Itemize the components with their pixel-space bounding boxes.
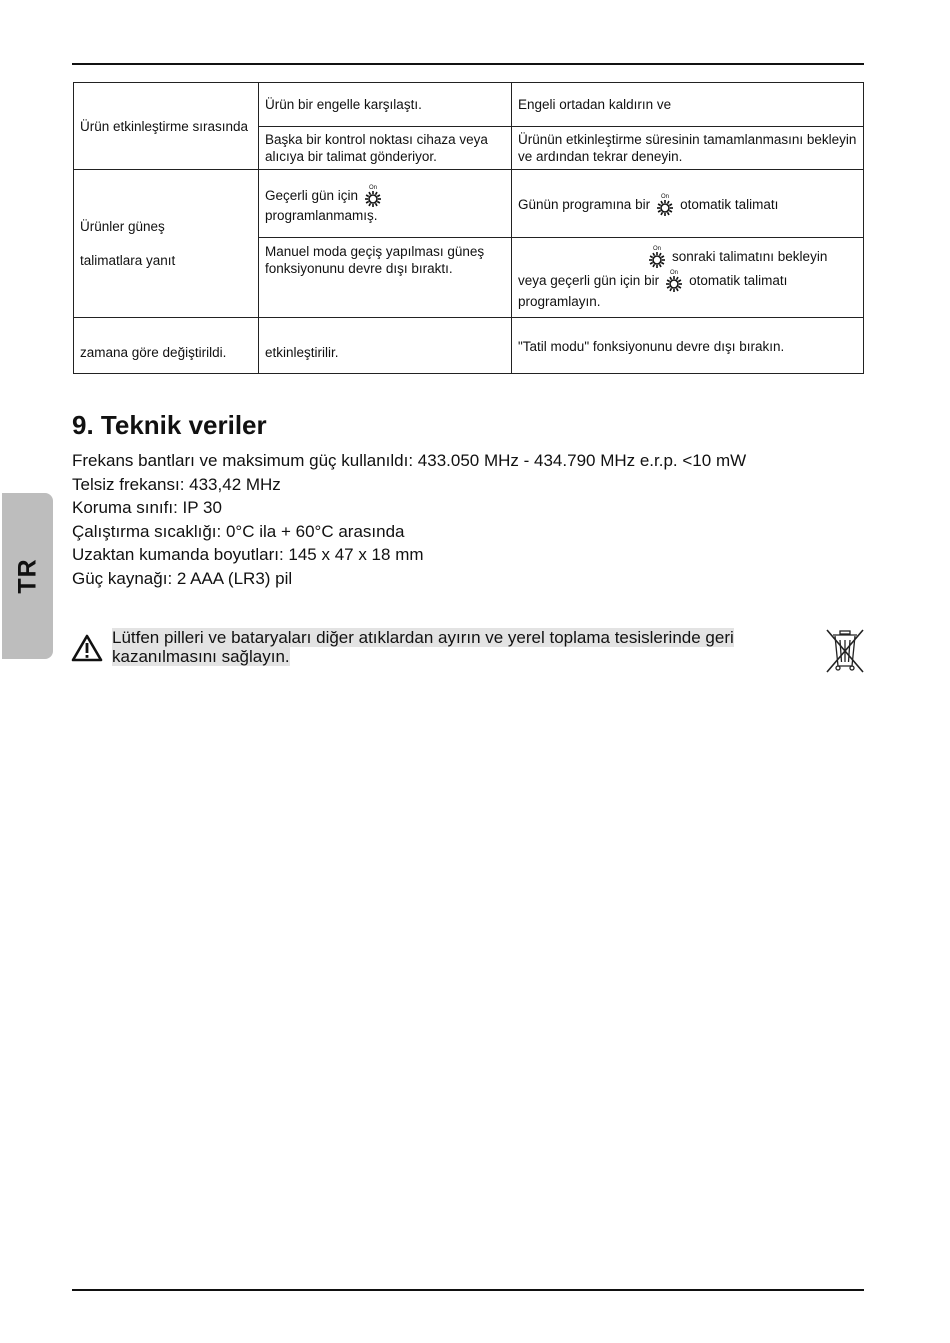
solution-text: sonraki talimatını bekleyin	[672, 248, 828, 264]
condition-text: zamana göre değiştirildi.	[80, 345, 227, 360]
footer-rule	[72, 1289, 864, 1291]
solution-text: otomatik talimatı	[680, 196, 779, 212]
cause-cell	[259, 83, 512, 127]
solution-cell	[512, 170, 864, 238]
table-row	[74, 83, 864, 127]
cause-cell	[259, 170, 512, 238]
condition-cell	[74, 318, 259, 374]
table-row	[74, 318, 864, 374]
condition-cell	[74, 170, 259, 318]
solution-text: veya geçerli gün için bir	[518, 272, 660, 288]
cause-cell	[259, 318, 512, 374]
condition-text: Ürünler güneş	[80, 219, 165, 234]
solution-text: Ürünün etkinleştirme süresinin tamamlanmasını bekleyin ve ardından tekrar deneyin.	[518, 132, 857, 164]
cause-cell	[259, 127, 512, 170]
solution-text: Engeli ortadan kaldırın ve	[518, 97, 672, 112]
sun-on-icon	[646, 244, 668, 268]
list-item: Telsiz frekansı: 433,42 MHz	[72, 474, 281, 494]
svg-text:On: On	[369, 185, 378, 191]
sun-on-icon	[362, 183, 384, 207]
solution-text: otomatik talimatı	[689, 272, 788, 288]
language-label: TR	[13, 558, 41, 594]
solution-text: Günün programına bir	[518, 196, 651, 212]
solution-cell	[512, 318, 864, 374]
list-item: Frekans bantları ve maksimum güç kullanıldı: 433.050 MHz - 434.790 MHz e.r.p. <10 mW	[72, 451, 747, 470]
warning-triangle-icon	[71, 634, 103, 662]
language-side-tab	[2, 493, 53, 659]
cause-text: etkinleştirilir.	[265, 345, 339, 360]
section-title: 9. Teknik veriler	[72, 410, 267, 440]
condition-text: Ürün etkinleştirme sırasında	[80, 118, 249, 134]
svg-text:On: On	[661, 193, 670, 200]
list-item: Uzaktan kumanda boyutları: 145 x 47 x 18 mm	[72, 545, 424, 565]
solution-cell	[512, 238, 864, 318]
recycling-notice	[112, 629, 782, 666]
cause-text: Başka bir kontrol noktası cihaza veya alıcıya bir talimat gönderiyor.	[265, 132, 488, 164]
header-rule	[72, 63, 864, 65]
list-item: Güç kaynağı: 2 AAA (LR3) pil	[72, 568, 293, 588]
sun-on-icon	[663, 268, 685, 292]
troubleshooting-table	[73, 82, 864, 374]
condition-cell	[74, 83, 259, 170]
solution-cell	[512, 83, 864, 127]
condition-text: talimatlara yanıt	[80, 253, 176, 268]
notice-text: Lütfen pilleri ve bataryaları diğer atıklardan ayırın ve yerel toplama tesislerinde geri	[112, 628, 734, 647]
table-row	[74, 170, 864, 238]
list-item: Koruma sınıfı: IP 30	[72, 498, 222, 518]
svg-text:On: On	[670, 269, 679, 276]
solution-text: "Tatil modu" fonksiyonunu devre dışı bırakın.	[518, 339, 785, 354]
cause-text: Manuel moda geçiş yapılması güneş fonksiyonunu devre dışı bıraktı.	[265, 244, 485, 276]
solution-text: programlayın.	[518, 293, 601, 309]
solution-cell	[512, 127, 864, 170]
svg-text:On: On	[652, 245, 662, 252]
list-item: Çalıştırma sıcaklığı: 0°C ila + 60°C arasında	[72, 521, 405, 541]
cause-text: Geçerli gün için	[265, 188, 359, 203]
sun-on-icon	[654, 192, 676, 216]
notice-text: kazanılmasını sağlayın.	[112, 646, 290, 666]
spec-list	[72, 449, 746, 591]
crossed-bin-icon	[824, 627, 866, 674]
cause-text: programlanmamış.	[265, 208, 378, 223]
cause-text: Ürün bir engelle karşılaştı.	[265, 97, 422, 112]
cause-cell	[259, 238, 512, 318]
